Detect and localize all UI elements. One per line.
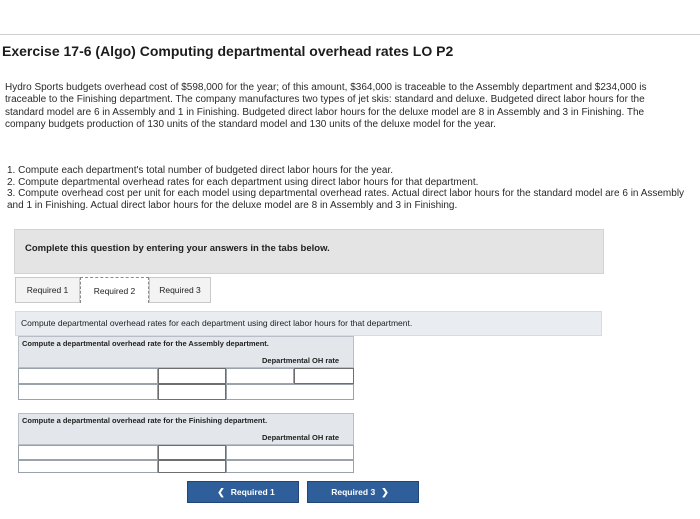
finishing-column-header: Departmental OH rate bbox=[262, 433, 340, 442]
problem-statement: Hydro Sports budgets overhead cost of $598,000 for the year; of this amount, $364,000 is traceable to the Assembly department and $234,000 is traceable to the Finishing department. The company manufactures two types of jet skis: standard and deluxe. Budgeted direct labor hours for the standard model are 6 in Assembly and 1 in Finishing. Budgeted direct labor hours for the deluxe model are 8 in Assembly and 3 in Finishing. The company budgets production of 130 units of the standard model and 130 units of the deluxe model for the year. bbox=[5, 82, 647, 131]
previous-required-button[interactable] bbox=[187, 481, 299, 503]
finishing-hours-input[interactable] bbox=[226, 445, 354, 460]
chevron-right-icon: ❯ bbox=[381, 486, 389, 497]
assembly-divider-cell bbox=[158, 384, 226, 400]
next-required-label: Required 3 bbox=[331, 487, 376, 497]
assembly-oh-rate-input[interactable] bbox=[226, 384, 354, 400]
assembly-hours-input[interactable] bbox=[226, 368, 294, 384]
finishing-cost-value-input[interactable] bbox=[18, 460, 158, 473]
previous-required-label: Required 1 bbox=[230, 487, 275, 497]
assembly-cost-input[interactable] bbox=[18, 368, 158, 384]
assembly-cost-value-input[interactable] bbox=[18, 384, 158, 400]
finishing-table-caption: Compute a departmental overhead rate for the Finishing department. bbox=[22, 416, 268, 425]
assembly-table-caption: Compute a departmental overhead rate for the Assembly department. bbox=[22, 339, 269, 348]
finishing-oh-rate-input[interactable] bbox=[226, 460, 354, 473]
finishing-divider-cell bbox=[158, 460, 226, 473]
requirement-3: 3. Compute overhead cost per unit for each model using departmental overhead rates. Actual direct labor hours for the standard model are 6 in Assembly and 1 in Finishing. Actual direct labor hours for the deluxe model are 8 in Assembly and 3 in Finishing. bbox=[7, 188, 685, 211]
finishing-cost-input[interactable] bbox=[18, 445, 158, 460]
requirement-1: 1. Compute each department's total number of budgeted direct labor hours for the year. bbox=[7, 165, 394, 176]
assembly-column-header: Departmental OH rate bbox=[262, 356, 340, 365]
next-required-button[interactable] bbox=[307, 481, 419, 503]
tab-required-2[interactable]: Required 2 bbox=[80, 277, 149, 303]
assembly-spacer-cell bbox=[294, 368, 354, 384]
requirements-list bbox=[7, 165, 687, 211]
instruction-panel-text: Complete this question by entering your answers in the tabs below. bbox=[25, 243, 330, 254]
header-divider bbox=[0, 34, 700, 35]
tab-required-3[interactable]: Required 3 bbox=[149, 277, 211, 303]
finishing-operator-cell bbox=[158, 445, 226, 460]
requirement-2: 2. Compute departmental overhead rates for each department using direct labor hours for that department. bbox=[7, 176, 479, 188]
tab-required-1[interactable]: Required 1 bbox=[15, 277, 80, 303]
chevron-left-icon: ❮ bbox=[217, 486, 225, 497]
assembly-operator-cell bbox=[158, 368, 226, 384]
exercise-title: Exercise 17-6 (Algo) Computing departmental overhead rates LO P2 bbox=[2, 43, 454, 59]
task-instruction-text: Compute departmental overhead rates for each department using direct labor hours for that department. bbox=[21, 318, 413, 328]
